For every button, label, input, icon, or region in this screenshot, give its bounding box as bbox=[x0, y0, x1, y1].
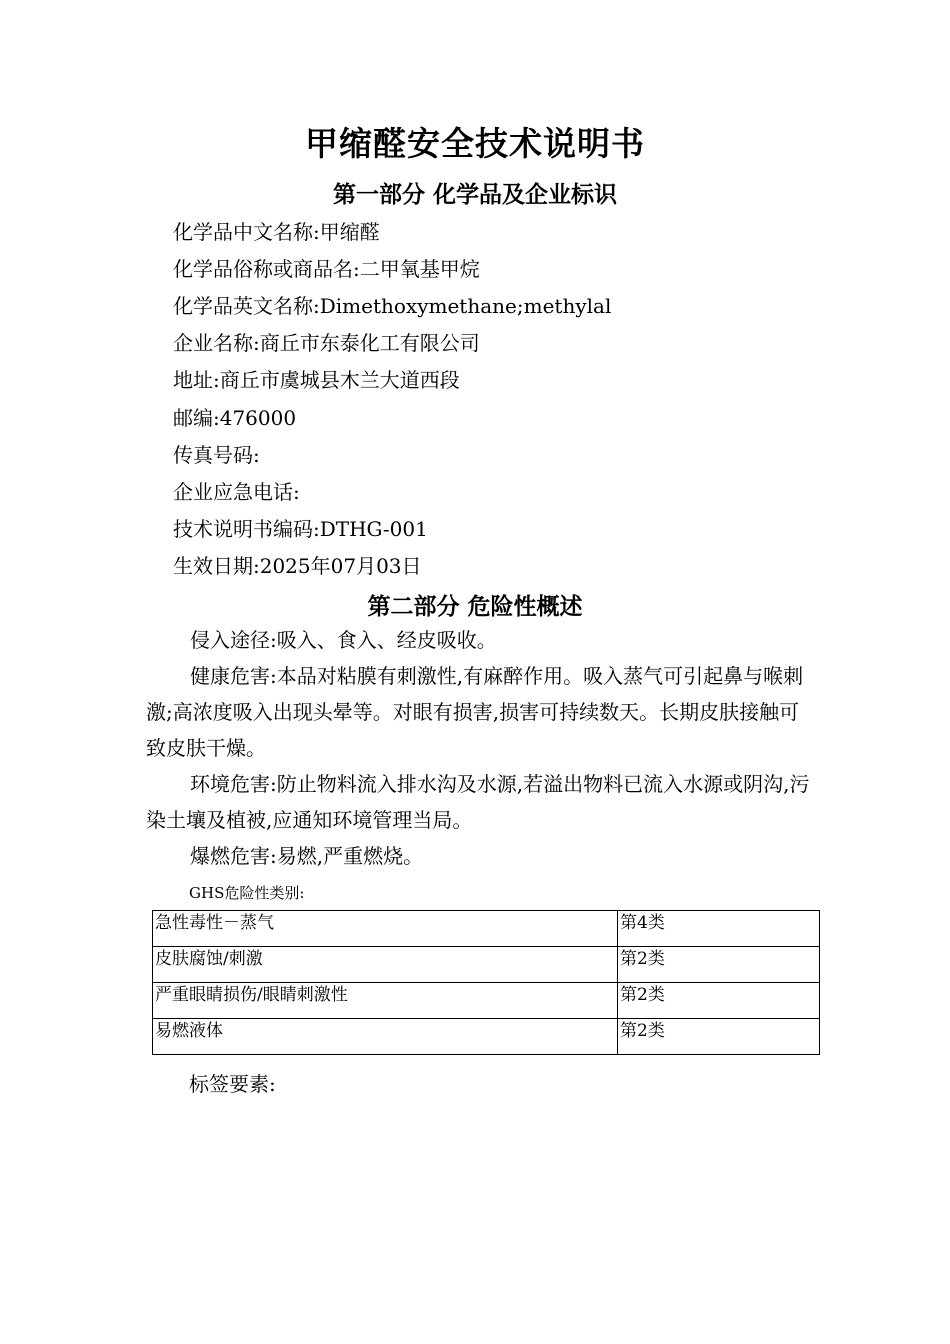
common-name-line: 化学品俗称或商品名:二甲氧基甲烷 bbox=[173, 257, 480, 281]
postcode-line: 邮编:476000 bbox=[173, 406, 297, 430]
ghs-table bbox=[152, 910, 820, 1055]
chinese-name-line: 化学品中文名称:甲缩醛 bbox=[173, 220, 380, 244]
emergency-phone-line: 企业应急电话: bbox=[173, 480, 300, 504]
english-name-line: 化学品英文名称:Dimethoxymethane;methylal bbox=[173, 294, 612, 318]
document-title: 甲缩醛安全技术说明书 bbox=[305, 124, 645, 163]
entry-route-paragraph: 侵入途径:吸入、食入、经皮吸收。 bbox=[190, 628, 497, 652]
ghs-category-cell: 第4类 bbox=[618, 911, 820, 947]
ghs-category-cell: 第2类 bbox=[618, 983, 820, 1019]
table-row bbox=[153, 947, 820, 983]
ghs-category-label: GHS危险性类别: bbox=[189, 884, 305, 902]
part2-heading: 第二部分 危险性概述 bbox=[367, 594, 583, 620]
explosion-hazard-paragraph: 爆燃危害:易燃,严重燃烧。 bbox=[190, 844, 424, 868]
ghs-hazard-cell: 严重眼睛损伤/眼睛刺激性 bbox=[153, 983, 618, 1019]
label-elements-line: 标签要素: bbox=[189, 1072, 276, 1096]
ghs-hazard-cell: 易燃液体 bbox=[153, 1019, 618, 1055]
part1-heading: 第一部分 化学品及企业标识 bbox=[332, 182, 617, 208]
ghs-category-cell: 第2类 bbox=[618, 947, 820, 983]
fax-line: 传真号码: bbox=[173, 443, 260, 467]
table-row bbox=[153, 911, 820, 947]
company-name-line: 企业名称:商丘市东泰化工有限公司 bbox=[173, 331, 480, 355]
document-code-line: 技术说明书编码:DTHG-001 bbox=[173, 517, 428, 541]
ghs-hazard-cell: 急性毒性－蒸气 bbox=[153, 911, 618, 947]
table-row bbox=[153, 983, 820, 1019]
environment-hazard-paragraph: 环境危害:防止物料流入排水沟及水源,若溢出物料已流入水源或阴沟,污染土壤及植被,应通知环境管理当局。 bbox=[146, 772, 810, 832]
table-row bbox=[153, 1019, 820, 1055]
health-hazard-paragraph: 健康危害:本品对粘膜有刺激性,有麻醉作用。吸入蒸气可引起鼻与喉刺激;高浓度吸入出现头晕等。对眼有损害,损害可持续数天。长期皮肤接触可致皮肤干燥。 bbox=[146, 664, 804, 760]
address-line: 地址:商丘市虞城县木兰大道西段 bbox=[173, 368, 460, 392]
effective-date-line: 生效日期:2025年07月03日 bbox=[173, 554, 422, 578]
ghs-category-cell: 第2类 bbox=[618, 1019, 820, 1055]
ghs-hazard-cell: 皮肤腐蚀/刺激 bbox=[153, 947, 618, 983]
